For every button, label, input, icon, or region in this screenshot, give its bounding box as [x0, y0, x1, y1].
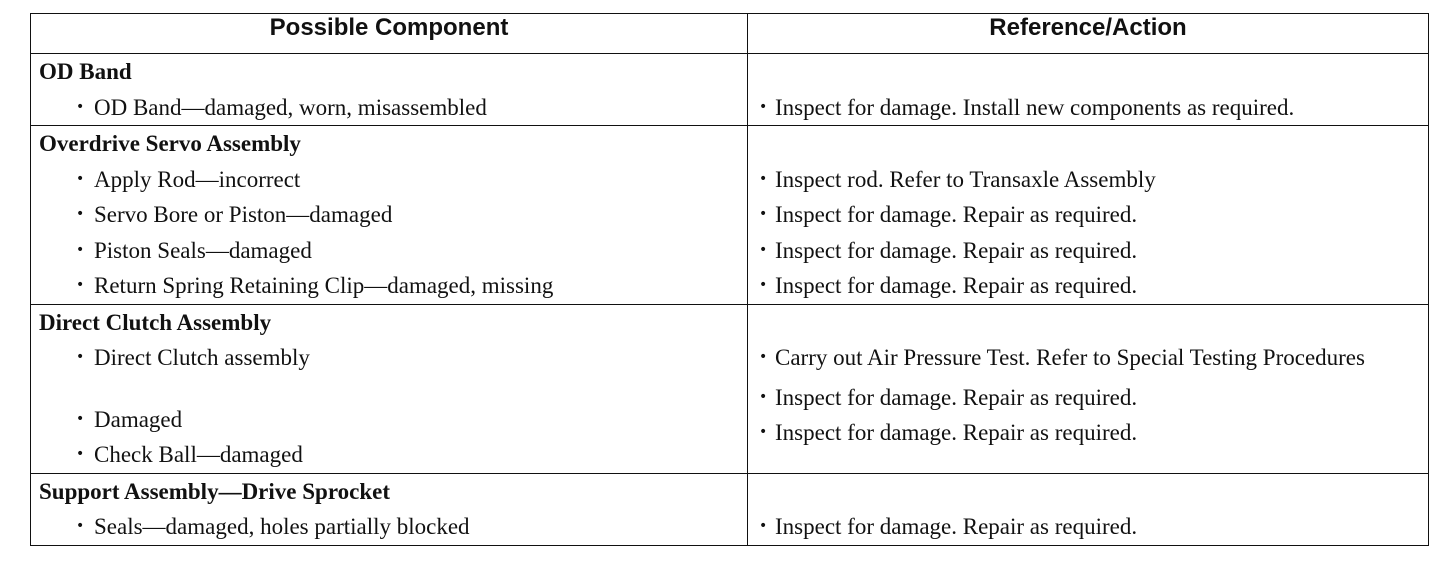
action-item: [748, 162, 1428, 198]
section-row: [31, 473, 1429, 545]
component-item: [31, 197, 747, 233]
component-item: [31, 402, 747, 438]
bullet: •: [76, 518, 85, 534]
action-item-text: Inspect for damage. Repair as required.: [775, 202, 1138, 227]
component-item-text: Apply Rod—incorrect: [94, 166, 301, 192]
section-title: Support Assembly—Drive Sprocket: [39, 478, 390, 504]
component-cell: [31, 54, 748, 126]
component-item-text: Piston Seals—damaged: [94, 237, 312, 263]
action-item-text: Carry out Air Pressure Test. Refer to Special Testing Procedures: [775, 345, 1365, 370]
action-cell: [748, 54, 1429, 126]
component-item-text: Return Spring Retaining Clip—damaged, missing: [94, 273, 554, 298]
component-cell: [31, 126, 748, 305]
action-cell: [748, 304, 1429, 473]
bullet: •: [759, 388, 768, 405]
bullet: •: [759, 241, 768, 258]
component-item: [31, 268, 747, 304]
component-item: [31, 509, 747, 545]
action-item: [748, 340, 1428, 380]
action-cell: [748, 126, 1429, 305]
action-item-text: Inspect rod. Refer to Transaxle Assembly: [775, 166, 1156, 192]
header-possible-component: Possible Component: [31, 14, 748, 54]
header-row: [31, 14, 1429, 54]
bullet: •: [76, 410, 85, 427]
section-title: Overdrive Servo Assembly: [39, 131, 301, 156]
action-item: [748, 415, 1428, 451]
action-item: [748, 233, 1428, 269]
diagnosis-table: [30, 13, 1429, 546]
section-title: Direct Clutch Assembly: [39, 309, 272, 335]
action-item: [748, 509, 1428, 545]
bullet: •: [759, 98, 768, 115]
component-item-text: Servo Bore or Piston—damaged: [94, 202, 393, 227]
header-reference-action: Reference/Action: [748, 14, 1429, 54]
component-item-text: Check Ball—damaged: [94, 442, 303, 467]
action-item-text: Inspect for damage. Repair as required.: [775, 273, 1138, 298]
bullet: •: [76, 98, 85, 115]
component-cell: [31, 304, 748, 473]
bullet: •: [76, 241, 85, 258]
bullet: •: [76, 206, 85, 222]
action-item: [748, 268, 1428, 304]
action-item-text: Inspect for damage. Repair as required.: [775, 237, 1138, 263]
section-row: [31, 304, 1429, 473]
action-item-text: Inspect for damage. Repair as required.: [775, 514, 1138, 539]
section-row: [31, 54, 1429, 126]
component-item: [31, 233, 747, 269]
component-item: [31, 437, 747, 473]
bullet: •: [759, 349, 768, 365]
component-cell: [31, 473, 748, 545]
component-item-text: OD Band—damaged, worn, misassembled: [94, 94, 487, 120]
bullet: •: [76, 170, 85, 187]
component-item: [31, 90, 747, 126]
component-item-text: Direct Clutch assembly: [94, 345, 310, 370]
component-item: [31, 340, 747, 376]
action-item-text: Inspect for damage. Repair as required.: [775, 420, 1138, 445]
bullet: •: [759, 518, 768, 534]
section-title: OD Band: [39, 59, 132, 84]
section-row: [31, 126, 1429, 305]
action-item: [748, 90, 1428, 126]
bullet: •: [759, 206, 768, 222]
bullet: •: [759, 424, 768, 440]
component-item-text: Seals—damaged, holes partially blocked: [94, 514, 470, 539]
bullet: •: [76, 277, 85, 293]
component-item: [31, 162, 747, 198]
action-item-text: Inspect for damage. Repair as required.: [775, 384, 1138, 410]
bullet: •: [76, 446, 85, 462]
action-item: [748, 197, 1428, 233]
component-item-text: Damaged: [94, 406, 183, 432]
bullet: •: [759, 170, 768, 187]
bullet: •: [76, 349, 85, 365]
action-cell: [748, 473, 1429, 545]
action-item: [748, 380, 1428, 416]
bullet: •: [759, 277, 768, 293]
action-item-text: Inspect for damage. Install new components as required.: [775, 94, 1295, 120]
